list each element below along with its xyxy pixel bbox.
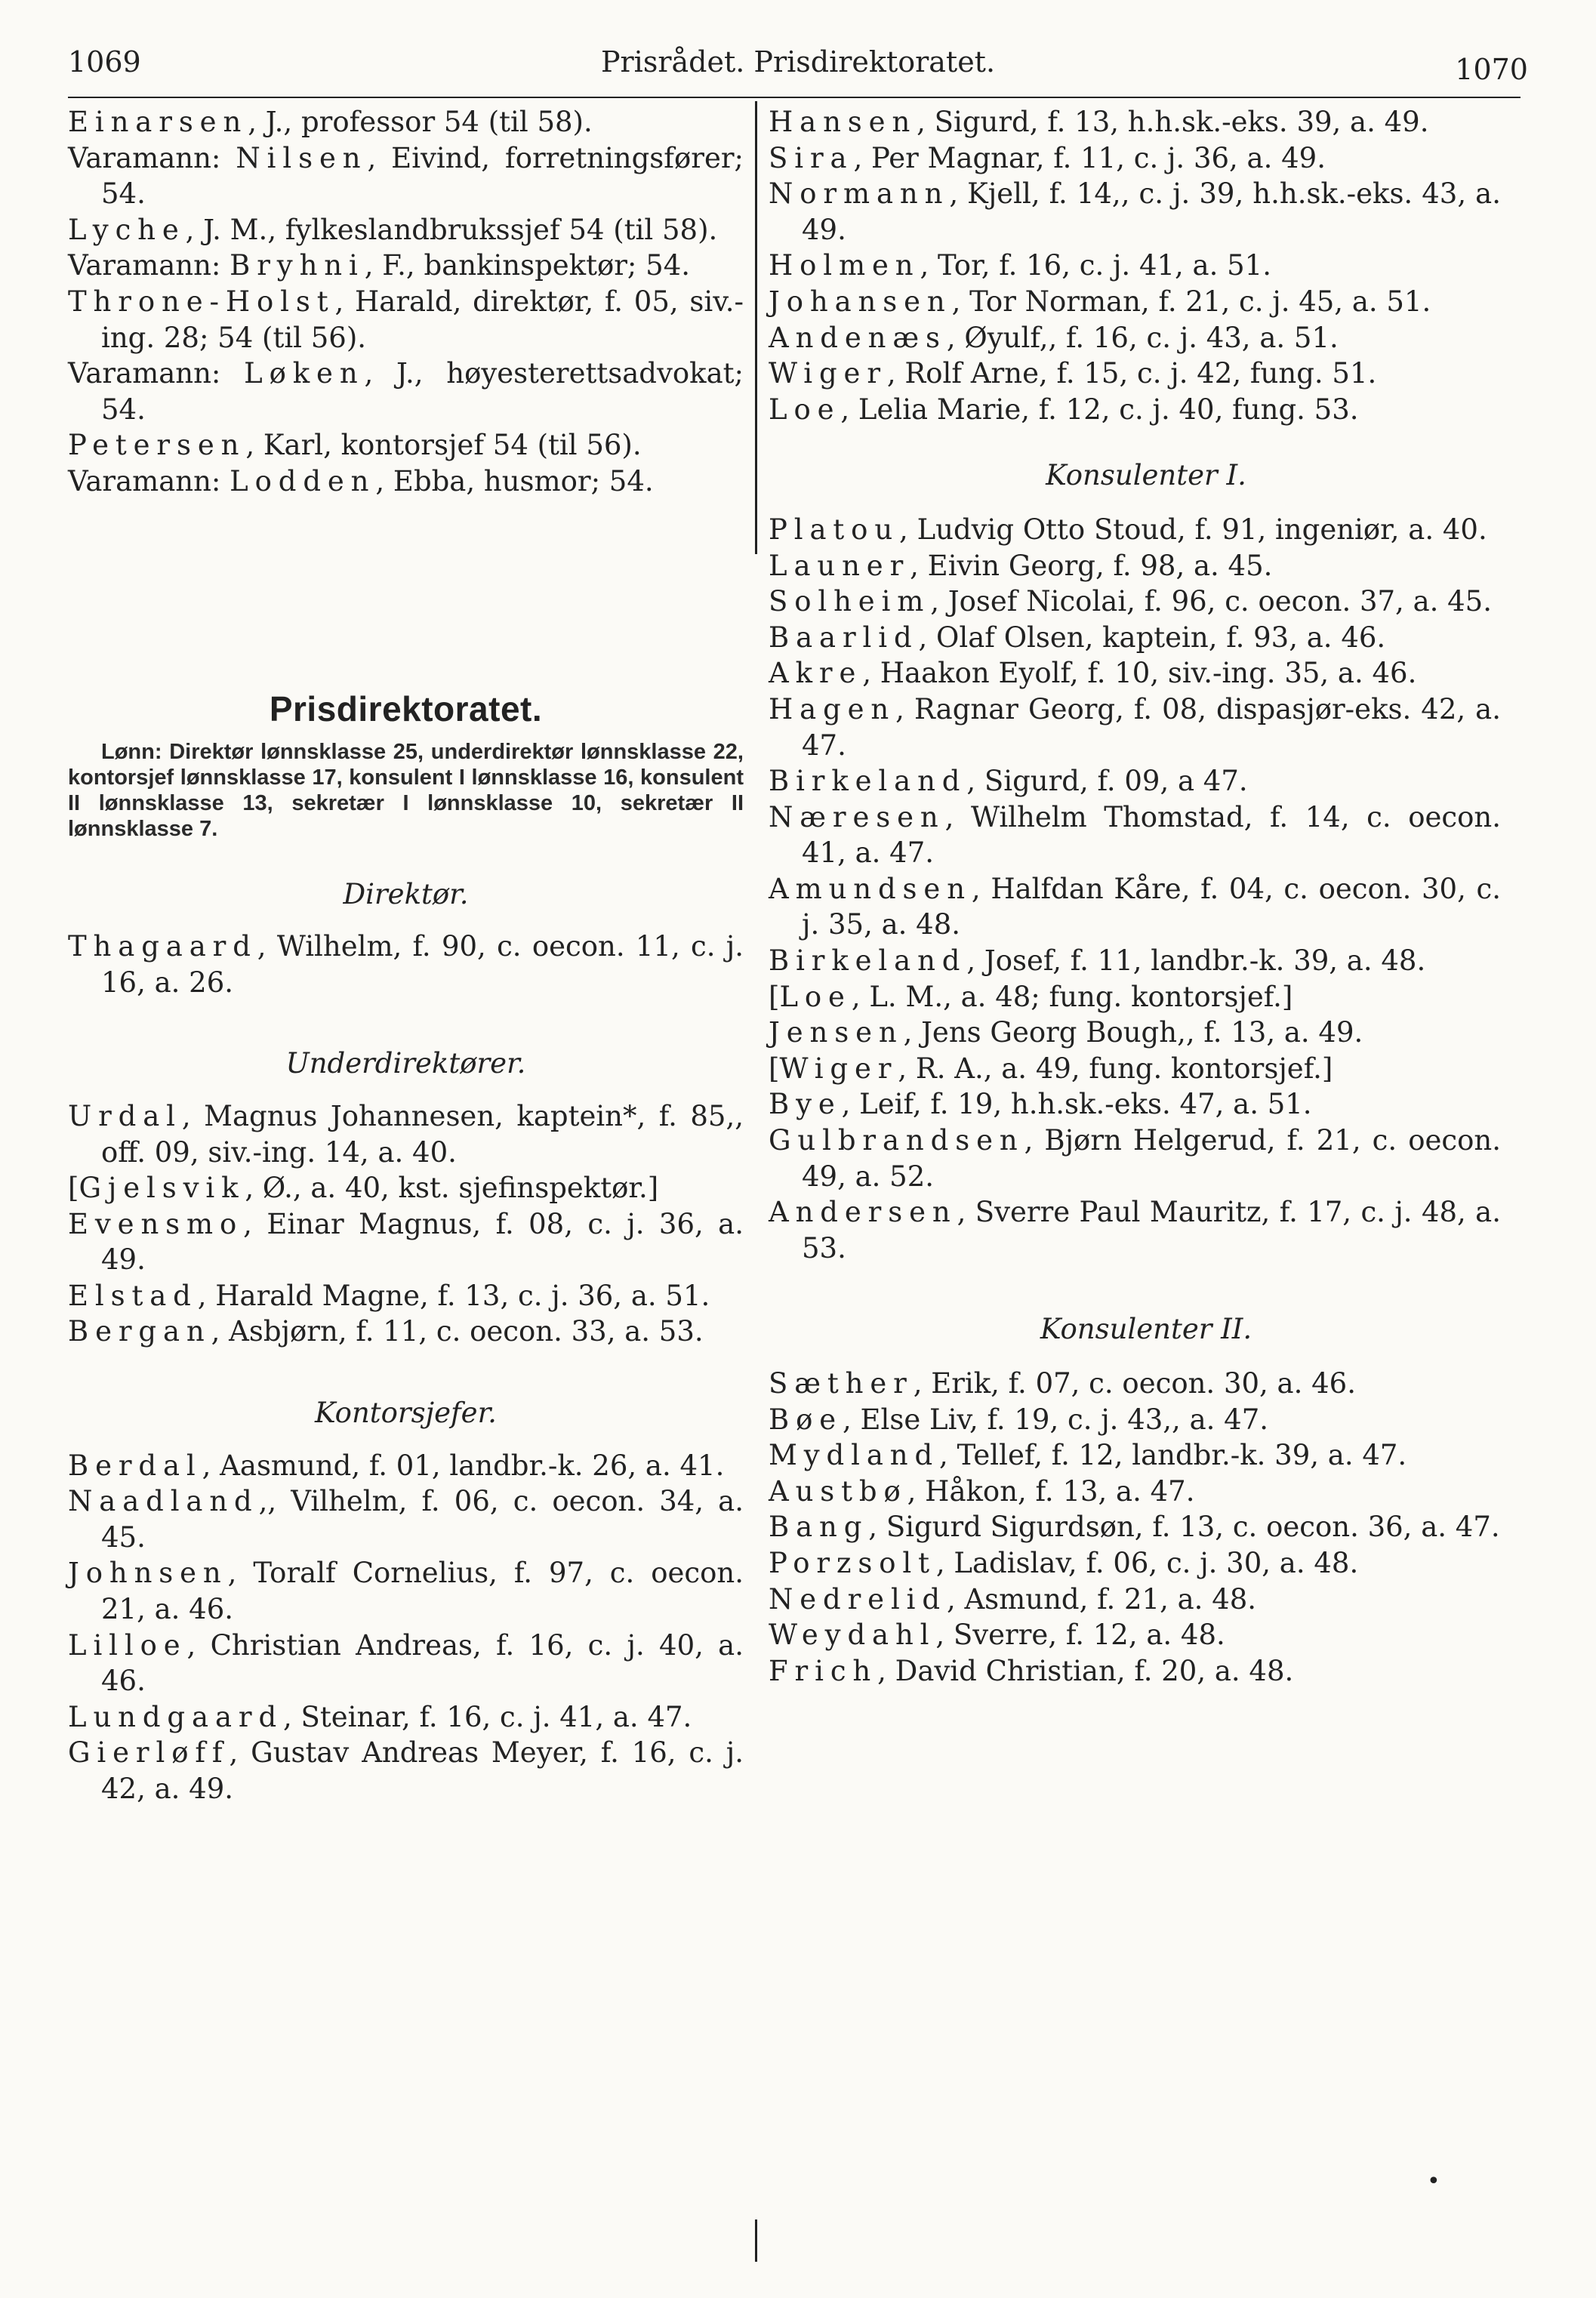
entry-details: , Sigurd Sigurdsøn, f. 13, c. oecon. 36, a. 47. xyxy=(868,1511,1500,1544)
entry xyxy=(68,464,744,500)
section-title: Prisdirektoratet. xyxy=(269,688,543,729)
entry xyxy=(68,1555,744,1627)
entry-details: , Eivin Georg, f. 98, a. 45. xyxy=(910,549,1273,582)
entry xyxy=(68,1628,744,1699)
entry-surname: Lundgaard xyxy=(68,1700,284,1733)
entry-lead: [ xyxy=(68,1172,79,1205)
konsulenter-2-list xyxy=(769,1366,1524,1689)
entry-surname: Wiger xyxy=(769,357,887,390)
entry xyxy=(769,1617,1501,1653)
entry-lead: Varamann: xyxy=(68,357,245,390)
margin-mark: • xyxy=(1427,2168,1440,2195)
page-number-left: 1069 xyxy=(68,45,141,79)
entry-surname: Lyche xyxy=(68,213,186,246)
entry xyxy=(68,356,744,427)
entry xyxy=(68,140,744,212)
column-divider-top xyxy=(755,101,757,554)
entry-details: , Ø., a. 40, kst. sjefinspektør.] xyxy=(245,1172,659,1205)
entry xyxy=(68,1314,744,1350)
entry-surname: Næresen xyxy=(769,800,945,833)
entry-details: , Aasmund, f. 01, landbr.-k. 26, a. 41. xyxy=(202,1449,725,1482)
left-column xyxy=(68,104,744,1807)
entry xyxy=(769,1051,1501,1087)
entry xyxy=(68,929,744,1000)
entry-surname: Elstad xyxy=(68,1279,198,1312)
entry-details: , Haakon Eyolf, f. 10, siv.-ing. 35, a. 46. xyxy=(862,657,1417,690)
entry-lead: Varamann: xyxy=(68,249,230,282)
entry-lead: [ xyxy=(769,980,780,1013)
running-title: Prisrådet. Prisdirektoratet. xyxy=(600,45,996,79)
entry-surname: Throne-Holst xyxy=(68,285,335,318)
entry-surname: Nedrelid xyxy=(769,1582,947,1616)
heading-kontorsjefer: Kontorsjefer. xyxy=(315,1397,497,1430)
entry xyxy=(68,1448,744,1484)
entry-surname: Johansen xyxy=(769,285,952,318)
entry-surname: Bergan xyxy=(68,1315,211,1348)
direktor-list xyxy=(68,929,744,1000)
entry-details: , Asmund, f. 21, a. 48. xyxy=(946,1582,1257,1616)
entry-surname: Loe xyxy=(769,393,841,426)
entry xyxy=(769,979,1501,1015)
entry-details: , F., bankinspektør; 54. xyxy=(364,249,690,282)
entry-surname: Frich xyxy=(769,1654,878,1687)
entry-surname: Bang xyxy=(769,1511,869,1544)
heading-konsulenter-1: Konsulenter I. xyxy=(1046,459,1246,492)
entry xyxy=(769,655,1501,692)
entry xyxy=(769,763,1501,799)
entry xyxy=(769,1474,1501,1510)
kontorsjefer-list xyxy=(68,1448,744,1807)
heading-underdirektorer: Underdirektører. xyxy=(285,1047,526,1080)
entry xyxy=(769,548,1501,584)
entry-details: , R. A., a. 49, fung. kontorsjef.] xyxy=(898,1052,1333,1085)
entry xyxy=(68,1170,744,1206)
entry-surname: Evensmo xyxy=(68,1207,244,1240)
entry-lead: Varamann: xyxy=(68,464,230,497)
entry xyxy=(769,1194,1501,1266)
entry xyxy=(769,356,1501,392)
entry xyxy=(68,1278,744,1314)
entry xyxy=(769,1086,1501,1123)
entry-details: , J. M., fylkeslandbrukssjef 54 (til 58). xyxy=(185,213,718,246)
entry-surname: Birkeland xyxy=(769,944,967,978)
entry-surname: Porzsolt xyxy=(769,1546,936,1579)
entry-surname: Mydland xyxy=(769,1439,940,1472)
entry xyxy=(769,871,1501,943)
entry xyxy=(769,176,1501,248)
entry xyxy=(769,1653,1501,1690)
entry-details: , Sigurd, f. 13, h.h.sk.-eks. 39, a. 49. xyxy=(917,106,1429,138)
kontorsjefer-cont-list xyxy=(769,104,1524,427)
entry-details: , Wilhelm, f. 90, c. oecon. 11, c. j. 16, a. 26. xyxy=(101,930,744,999)
entry-surname: Andenæs xyxy=(769,321,947,354)
underdirektorer-list xyxy=(68,1098,744,1350)
entry-surname: Lilloe xyxy=(68,1628,187,1662)
entry-details: , Sverre Paul Mauritz, f. 17, c. j. 48, a. 53. xyxy=(802,1196,1501,1265)
konsulenter-1-list xyxy=(769,512,1524,1266)
entry xyxy=(769,943,1501,979)
entry-details: , Tor Norman, f. 21, c. j. 45, a. 51. xyxy=(951,285,1431,318)
entry xyxy=(769,1545,1501,1582)
entry-surname: Birkeland xyxy=(769,765,967,798)
entry-details: , Christian Andreas, f. 16, c. j. 40, a. 46. xyxy=(101,1628,744,1698)
entry xyxy=(68,1699,744,1736)
entry-surname: Wiger xyxy=(779,1052,898,1085)
entry-details: , Lelia Marie, f. 12, c. j. 40, fung. 53. xyxy=(840,393,1359,426)
entry xyxy=(68,248,744,284)
entry-details: , Wilhelm Thomstad, f. 14, c. oecon. 41, a. 47. xyxy=(802,800,1501,870)
entry-surname: Amundsen xyxy=(769,872,972,905)
entry xyxy=(769,248,1501,284)
entry-details: , Tor, f. 16, c. j. 41, a. 51. xyxy=(920,249,1271,282)
entry-surname: Bye xyxy=(769,1088,842,1121)
entry xyxy=(769,799,1501,871)
entry-surname: Løken xyxy=(244,357,365,390)
entry xyxy=(68,427,744,464)
entry-details: , Einar Magnus, f. 08, c. j. 36, a. 49. xyxy=(101,1207,744,1277)
entry xyxy=(68,1206,744,1278)
entry-surname: Austbø xyxy=(769,1474,907,1508)
entry-surname: Loe xyxy=(779,980,852,1013)
entry-details: , Øyulf,, f. 16, c. j. 43, a. 51. xyxy=(946,321,1339,354)
entry-surname: Thagaard xyxy=(68,930,257,963)
entry xyxy=(769,1582,1501,1618)
entry-surname: Bryhni xyxy=(230,249,365,282)
entry xyxy=(769,104,1501,140)
entry-details: , Steinar, f. 16, c. j. 41, a. 47. xyxy=(283,1700,692,1733)
entry-surname: Gulbrandsen xyxy=(769,1124,1024,1157)
entry xyxy=(769,1437,1501,1474)
entry-surname: Jensen xyxy=(769,1016,904,1049)
entry-surname: Urdal xyxy=(68,1099,182,1132)
entry-details: , Harald, direktør, f. 05, siv.-ing. 28; 54 (til 56). xyxy=(101,285,744,354)
entry-surname: Einarsen xyxy=(68,106,248,138)
entry-details: ,, Vilhelm, f. 06, c. oecon. 34, a. 45. xyxy=(101,1485,744,1554)
entry-surname: Launer xyxy=(769,549,910,582)
entry xyxy=(769,620,1501,656)
right-column xyxy=(769,104,1524,1689)
entry-lead: Varamann: xyxy=(68,141,236,174)
entry xyxy=(769,512,1501,548)
entry xyxy=(68,1483,744,1555)
entry-surname: Normann xyxy=(769,177,950,211)
entry xyxy=(769,1015,1501,1051)
entry xyxy=(769,320,1501,356)
entry xyxy=(769,1366,1501,1402)
entry-details: , Halfdan Kåre, f. 04, c. oecon. 30, c. j. 35, a. 48. xyxy=(802,872,1501,941)
entry xyxy=(769,584,1501,620)
entry-details: , Rolf Arne, f. 15, c. j. 42, fung. 51. xyxy=(886,357,1377,390)
entry-details: , Gustav Andreas Meyer, f. 16, c. j. 42, a. 49. xyxy=(101,1736,744,1805)
heading-konsulenter-2: Konsulenter II. xyxy=(1040,1313,1252,1346)
entry-surname: Petersen xyxy=(68,429,246,462)
entry-details: , Sverre, f. 12, a. 48. xyxy=(935,1619,1225,1652)
entry xyxy=(769,284,1501,320)
entry-details: , Karl, kontorsjef 54 (til 56). xyxy=(245,429,642,462)
prisradet-members xyxy=(68,104,744,500)
entry xyxy=(769,392,1501,428)
entry xyxy=(68,212,744,248)
entry-details: , Jens Georg Bough,, f. 13, a. 49. xyxy=(903,1016,1363,1049)
entry xyxy=(769,1402,1501,1438)
entry xyxy=(769,1509,1501,1545)
entry xyxy=(68,1098,744,1170)
entry-surname: Nilsen xyxy=(236,141,368,174)
entry-details: , Ludvig Otto Stoud, f. 91, ingeniør, a. 40. xyxy=(899,513,1487,546)
entry-details: , L. M., a. 48; fung. kontorsjef.] xyxy=(851,980,1293,1013)
entry xyxy=(769,692,1501,763)
entry-surname: Johnsen xyxy=(68,1557,228,1590)
entry xyxy=(68,104,744,140)
entry-details: , Harald Magne, f. 13, c. j. 36, a. 51. xyxy=(197,1279,710,1312)
entry-surname: Baarlid xyxy=(769,621,919,654)
entry-surname: Hansen xyxy=(769,106,917,138)
entry-details: , J., høyesterettsadvokat; 54. xyxy=(101,357,744,426)
column-divider-bottom xyxy=(755,2219,757,2262)
entry-details: , Magnus Johannesen, kaptein*, f. 85,, off. 09, siv.-ing. 14, a. 40. xyxy=(101,1099,744,1169)
entry-details: , Leif, f. 19, h.h.sk.-eks. 47, a. 51. xyxy=(841,1088,1312,1121)
entry-surname: Akre xyxy=(769,657,863,690)
entry-surname: Sæther xyxy=(769,1367,914,1400)
entry-details: , Kjell, f. 14,, c. j. 39, h.h.sk.-eks. 43, a. 49. xyxy=(802,177,1501,246)
entry-details: , Asbjørn, f. 11, c. oecon. 33, a. 53. xyxy=(211,1315,704,1348)
entry-details: , Håkon, f. 13, a. 47. xyxy=(907,1474,1195,1508)
heading-direktor: Direktør. xyxy=(343,877,469,910)
page-header xyxy=(68,42,1528,88)
entry-details: , Per Magnar, f. 11, c. j. 36, a. 49. xyxy=(853,141,1326,174)
entry-details: , Josef Nicolai, f. 96, c. oecon. 37, a. 45. xyxy=(930,585,1492,618)
entry-details: , Erik, f. 07, c. oecon. 30, a. 46. xyxy=(913,1367,1356,1400)
entry-details: , J., professor 54 (til 58). xyxy=(248,106,593,138)
entry-surname: Hagen xyxy=(769,692,896,725)
entry-details: , Tellef, f. 12, landbr.-k. 39, a. 47. xyxy=(939,1439,1407,1472)
entry-details: , Ladislav, f. 06, c. j. 30, a. 48. xyxy=(935,1546,1359,1579)
entry-details: , Olaf Olsen, kaptein, f. 93, a. 46. xyxy=(918,621,1386,654)
entry-surname: Gierløff xyxy=(68,1736,230,1770)
entry-surname: Platou xyxy=(769,513,900,546)
header-rule xyxy=(68,97,1521,98)
entry xyxy=(68,1735,744,1807)
salary-note: Lønn: Direktør lønnsklasse 25, underdirektør lønnsklasse 22, kontorsjef lønnsklasse 17, konsulent I lønnsklasse 16, konsulent II lønnsklasse 13, sekretær I lønnsklasse 10, sekretær II lønnsklasse 7. xyxy=(68,739,744,841)
entry-details: , Ragnar Georg, f. 08, dispasjør-eks. 42, a. 47. xyxy=(802,692,1501,762)
entry-details: , Ebba, husmor; 54. xyxy=(375,464,654,497)
entry-details: , Josef, f. 11, landbr.-k. 39, a. 48. xyxy=(966,944,1426,978)
entry-details: , Bjørn Helgerud, f. 21, c. oecon. 49, a. 52. xyxy=(802,1124,1501,1193)
entry-surname: Holmen xyxy=(769,249,920,282)
entry-surname: Sira xyxy=(769,141,854,174)
entry-details: , Else Liv, f. 19, c. j. 43,, a. 47. xyxy=(843,1403,1268,1436)
entry xyxy=(68,284,744,356)
entry-surname: Andersen xyxy=(769,1196,957,1229)
entry-details: , Eivind, forretningsfører; 54. xyxy=(101,141,744,211)
entry xyxy=(769,140,1501,177)
entry-details: , Sigurd, f. 09, a 47. xyxy=(966,765,1248,798)
entry-details: , Toralf Cornelius, f. 97, c. oecon. 21, a. 46. xyxy=(101,1557,744,1626)
entry-lead: [ xyxy=(769,1052,780,1085)
page-number-right: 1070 xyxy=(1455,53,1528,86)
entry-surname: Solheim xyxy=(769,585,931,618)
entry-surname: Berdal xyxy=(68,1449,202,1482)
entry-surname: Naadland xyxy=(68,1485,259,1518)
entry-surname: Weydahl xyxy=(769,1619,936,1652)
entry-surname: Lodden xyxy=(230,464,376,497)
entry-details: , David Christian, f. 20, a. 48. xyxy=(877,1654,1294,1687)
entry xyxy=(769,1123,1501,1194)
entry-surname: Bøe xyxy=(769,1403,843,1436)
entry-surname: Gjelsvik xyxy=(79,1172,245,1205)
